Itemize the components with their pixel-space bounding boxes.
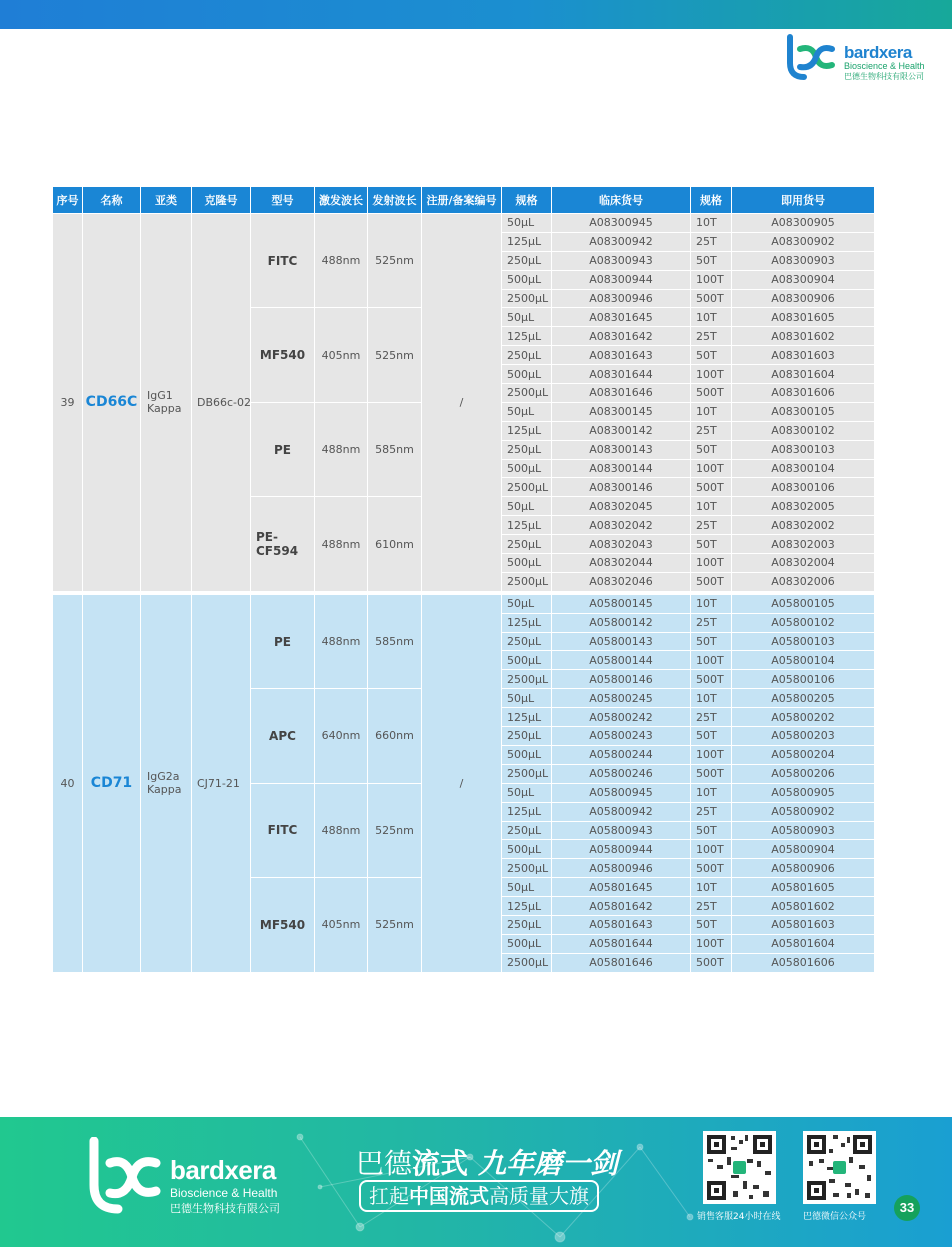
ready-catalog-no: A08302003 bbox=[732, 535, 875, 554]
clinical-catalog-no: A08300943 bbox=[552, 251, 691, 270]
format-type: FITC bbox=[251, 214, 315, 308]
format-type: APC bbox=[251, 689, 315, 783]
slogan2-post: 高质量大旗 bbox=[489, 1184, 589, 1208]
volume-spec: 2500μL bbox=[502, 572, 552, 591]
footer-banner bbox=[0, 1117, 952, 1247]
volume-spec: 125μL bbox=[502, 516, 552, 535]
clinical-catalog-no: A08302044 bbox=[552, 554, 691, 573]
test-spec: 25T bbox=[691, 421, 732, 440]
qr-caption-sales: 销售客服24小时在线 bbox=[697, 1212, 781, 1222]
test-spec: 25T bbox=[691, 897, 732, 916]
clinical-catalog-no: A08301644 bbox=[552, 365, 691, 384]
ready-catalog-no: A08300904 bbox=[732, 270, 875, 289]
bardxera-logo-icon bbox=[784, 33, 842, 81]
test-spec: 100T bbox=[691, 651, 732, 670]
clinical-catalog-no: A05800142 bbox=[552, 613, 691, 632]
test-spec: 50T bbox=[691, 632, 732, 651]
volume-spec: 2500μL bbox=[502, 859, 552, 878]
ready-catalog-no: A08301604 bbox=[732, 365, 875, 384]
test-spec: 500T bbox=[691, 478, 732, 497]
clinical-catalog-no: A08301643 bbox=[552, 346, 691, 365]
ready-catalog-no: A05800106 bbox=[732, 670, 875, 689]
brand-name: bardxera bbox=[844, 43, 912, 62]
slogan-calligraphy: 九年磨一剑 bbox=[478, 1147, 619, 1180]
test-spec: 50T bbox=[691, 251, 732, 270]
qr-caption-wechat: 巴德微信公众号 bbox=[803, 1212, 867, 1222]
ready-catalog-no: A05800904 bbox=[732, 840, 875, 859]
clinical-catalog-no: A08300946 bbox=[552, 289, 691, 308]
test-spec: 10T bbox=[691, 594, 732, 613]
volume-spec: 500μL bbox=[502, 554, 552, 573]
test-spec: 100T bbox=[691, 840, 732, 859]
format-type: MF540 bbox=[251, 308, 315, 402]
header-type: 型号 bbox=[251, 187, 315, 214]
ready-catalog-no: A08301603 bbox=[732, 346, 875, 365]
product-name: CD71 bbox=[83, 594, 141, 972]
clinical-catalog-no: A08301642 bbox=[552, 327, 691, 346]
clinical-catalog-no: A05800242 bbox=[552, 708, 691, 727]
volume-spec: 500μL bbox=[502, 745, 552, 764]
ready-catalog-no: A08300902 bbox=[732, 232, 875, 251]
header-excitation: 激发波长 bbox=[315, 187, 368, 214]
slogan-line-1 bbox=[356, 1142, 618, 1182]
header-ready-no: 即用货号 bbox=[732, 187, 875, 214]
clinical-catalog-no: A08300143 bbox=[552, 440, 691, 459]
emission-wavelength: 585nm bbox=[368, 402, 422, 496]
footer-brand-tagline: Bioscience & Health bbox=[170, 1186, 278, 1200]
volume-spec: 125μL bbox=[502, 421, 552, 440]
emission-wavelength: 525nm bbox=[368, 878, 422, 972]
clinical-catalog-no: A05801645 bbox=[552, 878, 691, 897]
volume-spec: 2500μL bbox=[502, 289, 552, 308]
volume-spec: 50μL bbox=[502, 497, 552, 516]
format-type: PE bbox=[251, 402, 315, 496]
volume-spec: 500μL bbox=[502, 365, 552, 384]
test-spec: 50T bbox=[691, 821, 732, 840]
subclass-line: IgG2a bbox=[147, 770, 180, 784]
test-spec: 500T bbox=[691, 572, 732, 591]
slogan-line-2 bbox=[359, 1180, 599, 1212]
volume-spec: 125μL bbox=[502, 232, 552, 251]
test-spec: 500T bbox=[691, 289, 732, 308]
ready-catalog-no: A08301606 bbox=[732, 384, 875, 403]
product-clone: CJ71-21 bbox=[192, 594, 251, 972]
footer-brand-name: bardxera bbox=[170, 1155, 276, 1185]
volume-spec: 500μL bbox=[502, 840, 552, 859]
volume-spec: 50μL bbox=[502, 402, 552, 421]
clinical-catalog-no: A05800943 bbox=[552, 821, 691, 840]
clinical-catalog-no: A05800243 bbox=[552, 727, 691, 746]
test-spec: 50T bbox=[691, 440, 732, 459]
volume-spec: 125μL bbox=[502, 327, 552, 346]
volume-spec: 250μL bbox=[502, 535, 552, 554]
test-spec: 10T bbox=[691, 497, 732, 516]
test-spec: 25T bbox=[691, 802, 732, 821]
volume-spec: 2500μL bbox=[502, 764, 552, 783]
clinical-catalog-no: A05800144 bbox=[552, 651, 691, 670]
test-spec: 25T bbox=[691, 708, 732, 727]
clinical-catalog-no: A08301645 bbox=[552, 308, 691, 327]
volume-spec: 250μL bbox=[502, 251, 552, 270]
subclass-line: Kappa bbox=[147, 402, 182, 416]
header-spec-2: 规格 bbox=[691, 187, 732, 214]
volume-spec: 2500μL bbox=[502, 384, 552, 403]
format-type: FITC bbox=[251, 783, 315, 877]
clinical-catalog-no: A08302046 bbox=[552, 572, 691, 591]
ready-catalog-no: A05800902 bbox=[732, 802, 875, 821]
ready-catalog-no: A08300103 bbox=[732, 440, 875, 459]
registration-no: / bbox=[422, 594, 502, 972]
qr-code-wechat[interactable] bbox=[803, 1131, 876, 1204]
ready-catalog-no: A08302002 bbox=[732, 516, 875, 535]
emission-wavelength: 610nm bbox=[368, 497, 422, 591]
clinical-catalog-no: A08302042 bbox=[552, 516, 691, 535]
ready-catalog-no: A05801606 bbox=[732, 953, 875, 972]
format-type bbox=[251, 497, 315, 591]
product-no: 40 bbox=[53, 594, 83, 972]
volume-spec: 500μL bbox=[502, 934, 552, 953]
volume-spec: 250μL bbox=[502, 346, 552, 365]
test-spec: 50T bbox=[691, 727, 732, 746]
bardxera-logo-white-icon bbox=[84, 1137, 168, 1217]
volume-spec: 125μL bbox=[502, 802, 552, 821]
format-type-line: CF594 bbox=[256, 544, 299, 559]
test-spec: 100T bbox=[691, 270, 732, 289]
header-emission: 发射波长 bbox=[368, 187, 422, 214]
volume-spec: 50μL bbox=[502, 594, 552, 613]
clinical-catalog-no: A08300144 bbox=[552, 459, 691, 478]
volume-spec: 125μL bbox=[502, 708, 552, 727]
clinical-catalog-no: A08300142 bbox=[552, 421, 691, 440]
ready-catalog-no: A08300905 bbox=[732, 214, 875, 233]
subclass-line: IgG1 bbox=[147, 389, 173, 403]
volume-spec: 250μL bbox=[502, 632, 552, 651]
ready-catalog-no: A08302004 bbox=[732, 554, 875, 573]
ready-catalog-no: A05800203 bbox=[732, 727, 875, 746]
qr-code-icon bbox=[703, 1131, 776, 1204]
volume-spec: 250μL bbox=[502, 915, 552, 934]
format-type: PE bbox=[251, 594, 315, 688]
test-spec: 500T bbox=[691, 859, 732, 878]
clinical-catalog-no: A08300942 bbox=[552, 232, 691, 251]
test-spec: 500T bbox=[691, 953, 732, 972]
table-row bbox=[53, 594, 875, 613]
test-spec: 10T bbox=[691, 878, 732, 897]
clinical-catalog-no: A05801644 bbox=[552, 934, 691, 953]
header-name: 名称 bbox=[83, 187, 141, 214]
volume-spec: 2500μL bbox=[502, 670, 552, 689]
test-spec: 500T bbox=[691, 764, 732, 783]
ready-catalog-no: A05801604 bbox=[732, 934, 875, 953]
ready-catalog-no: A08302005 bbox=[732, 497, 875, 516]
test-spec: 10T bbox=[691, 214, 732, 233]
subclass-line: Kappa bbox=[147, 783, 182, 797]
test-spec: 25T bbox=[691, 232, 732, 251]
clinical-catalog-no: A08301646 bbox=[552, 384, 691, 403]
emission-wavelength: 525nm bbox=[368, 308, 422, 402]
excitation-wavelength: 488nm bbox=[315, 594, 368, 688]
brand-tagline: Bioscience & Health bbox=[844, 61, 925, 71]
test-spec: 50T bbox=[691, 535, 732, 554]
header-clinical-no: 临床货号 bbox=[552, 187, 691, 214]
clinical-catalog-no: A05800944 bbox=[552, 840, 691, 859]
clinical-catalog-no: A08302045 bbox=[552, 497, 691, 516]
ready-catalog-no: A08300903 bbox=[732, 251, 875, 270]
volume-spec: 500μL bbox=[502, 459, 552, 478]
format-type: MF540 bbox=[251, 878, 315, 972]
ready-catalog-no: A05800102 bbox=[732, 613, 875, 632]
header-spec: 规格 bbox=[502, 187, 552, 214]
volume-spec: 125μL bbox=[502, 897, 552, 916]
ready-catalog-no: A08300106 bbox=[732, 478, 875, 497]
product-subclass bbox=[141, 214, 192, 592]
volume-spec: 2500μL bbox=[502, 478, 552, 497]
clinical-catalog-no: A05800942 bbox=[552, 802, 691, 821]
header-registration: 注册/备案编号 bbox=[422, 187, 502, 214]
slogan-bold: 流式 bbox=[412, 1147, 469, 1180]
volume-spec: 2500μL bbox=[502, 953, 552, 972]
header-logo bbox=[784, 33, 929, 83]
product-subclass bbox=[141, 594, 192, 972]
test-spec: 500T bbox=[691, 670, 732, 689]
ready-catalog-no: A05800204 bbox=[732, 745, 875, 764]
volume-spec: 250μL bbox=[502, 727, 552, 746]
clinical-catalog-no: A05800244 bbox=[552, 745, 691, 764]
ready-catalog-no: A08301602 bbox=[732, 327, 875, 346]
registration-no: / bbox=[422, 214, 502, 592]
ready-catalog-no: A05800903 bbox=[732, 821, 875, 840]
volume-spec: 50μL bbox=[502, 878, 552, 897]
table-row bbox=[53, 214, 875, 233]
ready-catalog-no: A05800202 bbox=[732, 708, 875, 727]
clinical-catalog-no: A08300944 bbox=[552, 270, 691, 289]
test-spec: 100T bbox=[691, 934, 732, 953]
clinical-catalog-no: A05800245 bbox=[552, 689, 691, 708]
ready-catalog-no: A05800205 bbox=[732, 689, 875, 708]
qr-code-icon bbox=[803, 1131, 876, 1204]
excitation-wavelength: 640nm bbox=[315, 689, 368, 783]
ready-catalog-no: A05801603 bbox=[732, 915, 875, 934]
excitation-wavelength: 405nm bbox=[315, 878, 368, 972]
clinical-catalog-no: A05800146 bbox=[552, 670, 691, 689]
ready-catalog-no: A05800105 bbox=[732, 594, 875, 613]
volume-spec: 50μL bbox=[502, 214, 552, 233]
volume-spec: 500μL bbox=[502, 270, 552, 289]
volume-spec: 50μL bbox=[502, 689, 552, 708]
ready-catalog-no: A05801602 bbox=[732, 897, 875, 916]
slogan-part1: 巴德 bbox=[356, 1147, 413, 1180]
clinical-catalog-no: A05801642 bbox=[552, 897, 691, 916]
ready-catalog-no: A08300102 bbox=[732, 421, 875, 440]
emission-wavelength: 585nm bbox=[368, 594, 422, 688]
ready-catalog-no: A08300105 bbox=[732, 402, 875, 421]
qr-code-sales[interactable] bbox=[703, 1131, 776, 1204]
ready-catalog-no: A05801605 bbox=[732, 878, 875, 897]
clinical-catalog-no: A05801643 bbox=[552, 915, 691, 934]
ready-catalog-no: A08301605 bbox=[732, 308, 875, 327]
test-spec: 10T bbox=[691, 308, 732, 327]
test-spec: 100T bbox=[691, 745, 732, 764]
brand-company: 巴德生物科技有限公司 bbox=[844, 72, 924, 81]
volume-spec: 50μL bbox=[502, 308, 552, 327]
ready-catalog-no: A05800104 bbox=[732, 651, 875, 670]
test-spec: 50T bbox=[691, 915, 732, 934]
clinical-catalog-no: A08300146 bbox=[552, 478, 691, 497]
header-subclass: 亚类 bbox=[141, 187, 192, 214]
product-clone: DB66c-02 bbox=[192, 214, 251, 592]
clinical-catalog-no: A08300145 bbox=[552, 402, 691, 421]
test-spec: 10T bbox=[691, 402, 732, 421]
excitation-wavelength: 405nm bbox=[315, 308, 368, 402]
footer-brand-company: 巴德生物科技有限公司 bbox=[170, 1202, 280, 1215]
slogan2-bold: 中国流式 bbox=[409, 1184, 489, 1208]
product-no: 39 bbox=[53, 214, 83, 592]
ready-catalog-no: A05800103 bbox=[732, 632, 875, 651]
test-spec: 500T bbox=[691, 384, 732, 403]
excitation-wavelength: 488nm bbox=[315, 497, 368, 591]
footer-logo bbox=[84, 1137, 284, 1232]
clinical-catalog-no: A05800246 bbox=[552, 764, 691, 783]
header-clone: 克隆号 bbox=[192, 187, 251, 214]
top-banner bbox=[0, 0, 952, 29]
ready-catalog-no: A08300104 bbox=[732, 459, 875, 478]
emission-wavelength: 660nm bbox=[368, 689, 422, 783]
clinical-catalog-no: A05800945 bbox=[552, 783, 691, 802]
page-number: 33 bbox=[894, 1195, 920, 1221]
test-spec: 10T bbox=[691, 689, 732, 708]
clinical-catalog-no: A05800145 bbox=[552, 594, 691, 613]
volume-spec: 250μL bbox=[502, 440, 552, 459]
test-spec: 25T bbox=[691, 327, 732, 346]
clinical-catalog-no: A08300945 bbox=[552, 214, 691, 233]
volume-spec: 250μL bbox=[502, 821, 552, 840]
excitation-wavelength: 488nm bbox=[315, 402, 368, 496]
test-spec: 10T bbox=[691, 783, 732, 802]
header-no: 序号 bbox=[53, 187, 83, 214]
ready-catalog-no: A05800905 bbox=[732, 783, 875, 802]
table-header-row bbox=[53, 187, 875, 214]
ready-catalog-no: A08302006 bbox=[732, 572, 875, 591]
ready-catalog-no: A05800206 bbox=[732, 764, 875, 783]
test-spec: 100T bbox=[691, 554, 732, 573]
test-spec: 50T bbox=[691, 346, 732, 365]
volume-spec: 500μL bbox=[502, 651, 552, 670]
excitation-wavelength: 488nm bbox=[315, 783, 368, 877]
clinical-catalog-no: A05800143 bbox=[552, 632, 691, 651]
clinical-catalog-no: A05801646 bbox=[552, 953, 691, 972]
emission-wavelength: 525nm bbox=[368, 783, 422, 877]
volume-spec: 125μL bbox=[502, 613, 552, 632]
volume-spec: 50μL bbox=[502, 783, 552, 802]
test-spec: 100T bbox=[691, 459, 732, 478]
test-spec: 25T bbox=[691, 613, 732, 632]
ready-catalog-no: A08300906 bbox=[732, 289, 875, 308]
emission-wavelength: 525nm bbox=[368, 214, 422, 308]
ready-catalog-no: A05800906 bbox=[732, 859, 875, 878]
format-type-line: PE- bbox=[256, 530, 278, 545]
test-spec: 100T bbox=[691, 365, 732, 384]
clinical-catalog-no: A05800946 bbox=[552, 859, 691, 878]
product-name: CD66C bbox=[83, 214, 141, 592]
clinical-catalog-no: A08302043 bbox=[552, 535, 691, 554]
slogan2-pre: 扛起 bbox=[369, 1184, 409, 1208]
excitation-wavelength: 488nm bbox=[315, 214, 368, 308]
test-spec: 25T bbox=[691, 516, 732, 535]
product-table bbox=[52, 186, 875, 973]
